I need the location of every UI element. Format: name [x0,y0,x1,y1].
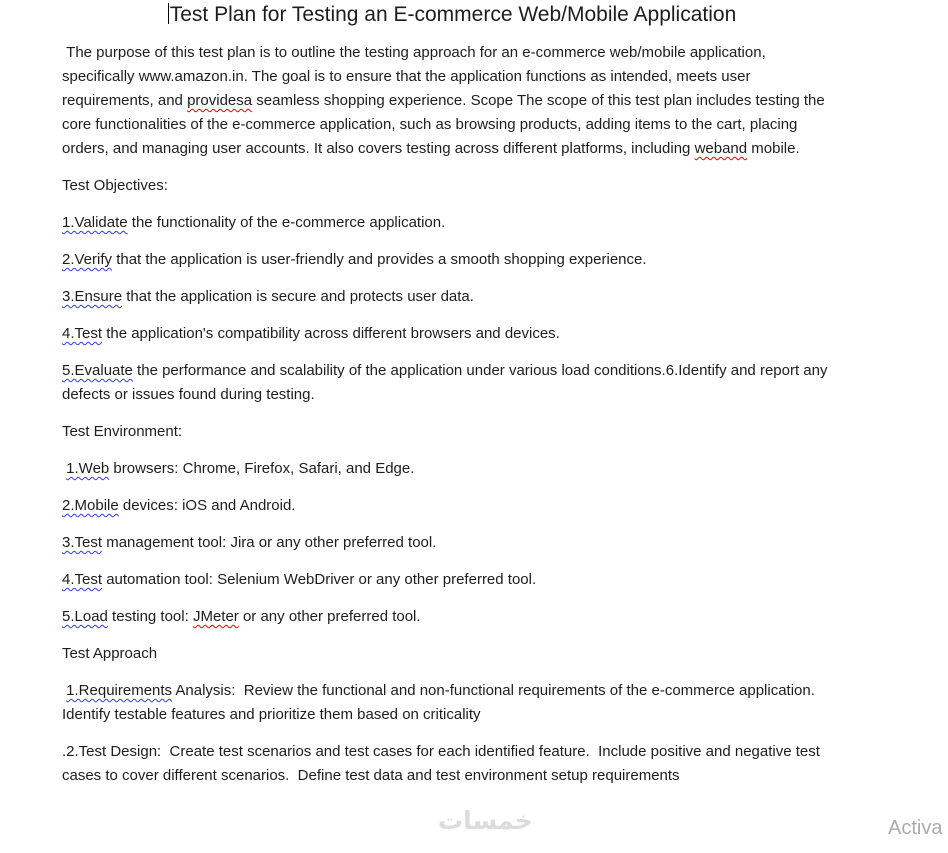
text-run: .2.Test Design: Create test scenarios and test cases for each identified feature. Include positive and negative test cases to cover different scenarios. Define test data and test environment setup requirements [62,743,825,784]
text-cursor-caret [168,3,169,24]
paragraph-objective-5-6[interactable] [62,359,842,407]
document-title[interactable] [62,1,842,28]
text-run: Analysis: Review the functional and non-functional requirements of the e-commerce application. Identify testable features and prioritize them based on criticality [62,682,824,723]
grammar-flagged-word: 2.Mobile [62,497,119,514]
grammar-flagged-word: 4.Test [62,325,103,342]
paragraph-environment-2[interactable] [62,494,842,518]
text-run: Test Objectives: [62,177,168,194]
grammar-flagged-word: 5.Load [62,608,108,625]
heading-test-approach[interactable] [62,642,842,666]
document-title-text: Test Plan for Testing an E-commerce Web/Mobile Application [169,3,737,26]
text-run: Test Approach [62,645,158,662]
paragraph-objective-4[interactable] [62,322,842,346]
grammar-flagged-word: 3.Test [62,534,103,551]
text-run: that the application is user-friendly and provides a smooth shopping experience. [112,251,647,268]
misspelled-word: providesa [187,92,253,109]
text-run: seamless shopping experience. Scope The scope of this test plan includes testing the core functionalities of the e-commerce application, such as browsing products, adding items to the cart, placing orders, and managing user accounts. It also covers testing across different platforms, including [62,92,829,157]
paragraph-environment-1[interactable] [62,457,842,481]
grammar-flagged-word: 1.Requirements [66,682,173,699]
heading-test-environment[interactable] [62,420,842,444]
grammar-flagged-word: 1.Web [66,460,110,477]
text-run: devices: iOS and Android. [118,497,296,514]
khamsat-logo-watermark: خمسات [438,806,533,835]
text-run: the application's compatibility across different browsers and devices. [102,325,560,342]
paragraph-approach-1[interactable] [62,679,842,727]
paragraph-objective-3[interactable] [62,285,842,309]
text-run: the functionality of the e-commerce application. [127,214,446,231]
document-content [62,0,842,801]
windows-activation-watermark: Activa [888,817,943,839]
paragraph-environment-5[interactable] [62,605,842,629]
text-run: mobile. [747,140,800,157]
text-run: automation tool: Selenium WebDriver or any other preferred tool. [102,571,537,588]
text-run: Test Environment: [62,423,183,440]
grammar-flagged-word: 3.Ensure [62,288,123,305]
paragraph-purpose-and-scope[interactable] [62,41,842,161]
text-run: browsers: Chrome, Firefox, Safari, and Edge. [109,460,415,477]
text-run: that the application is secure and protects user data. [122,288,474,305]
paragraph-environment-4[interactable] [62,568,842,592]
paragraph-approach-2[interactable] [62,740,842,788]
paragraph-environment-3[interactable] [62,531,842,555]
grammar-flagged-word: 2.Verify [62,251,113,268]
misspelled-word: JMeter [192,608,239,625]
paragraph-objective-1[interactable] [62,211,842,235]
text-run: the performance and scalability of the application under various load conditions.6.Identify and report any defects or issues found during testing. [62,362,832,403]
heading-test-objectives[interactable] [62,174,842,198]
paragraph-objective-2[interactable] [62,248,842,272]
text-run: management tool: Jira or any other preferred tool. [102,534,437,551]
text-run: The purpose of this test plan is to outline the testing approach for an e-commerce web/mobile application, specifically www.amazon.in. The goal is to ensure that the application functions as intended, meets user requirements, and [62,44,770,109]
grammar-flagged-word: 4.Test [62,571,103,588]
misspelled-word: weband [694,140,748,157]
grammar-flagged-word: 1.Validate [62,214,128,231]
grammar-flagged-word: 5.Evaluate [62,362,133,379]
text-run: or any other preferred tool. [238,608,421,625]
text-run: testing tool: [107,608,193,625]
